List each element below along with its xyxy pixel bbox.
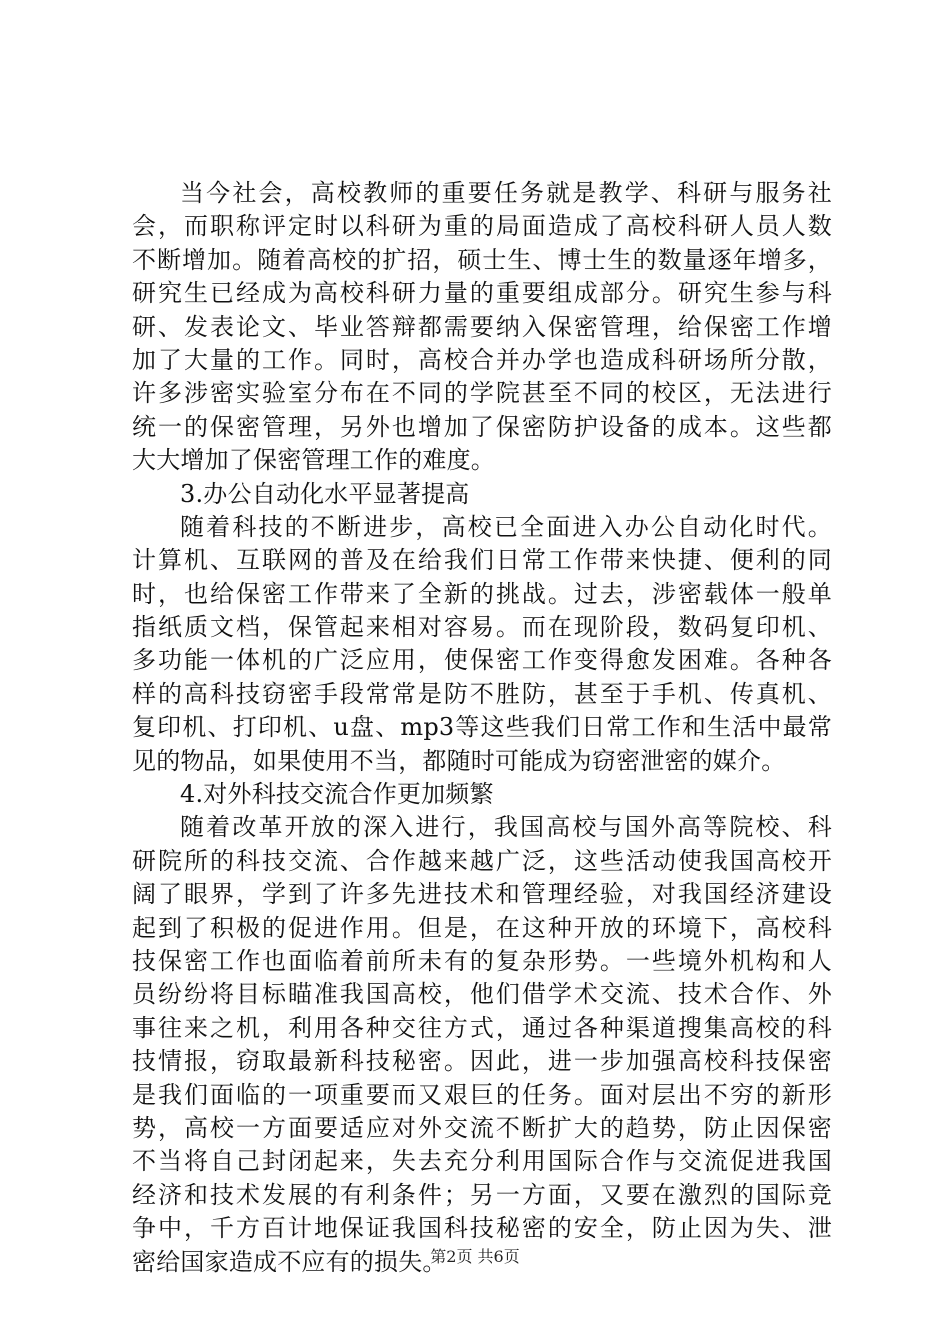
paragraph-line: 复印机、打印机、u盘、mp3等这些我们日常工作和生活中最常 bbox=[132, 713, 832, 742]
paragraph-line: 争中，千方百计地保证我国科技秘密的安全，防止因为失、泄 bbox=[132, 1214, 832, 1243]
document-body bbox=[132, 177, 832, 1279]
paragraph-line: 研、发表论文、毕业答辩都需要纳入保密管理，给保密工作增 bbox=[132, 312, 832, 341]
paragraph-line: 统一的保密管理，另外也增加了保密防护设备的成本。这些都 bbox=[132, 412, 832, 441]
paragraph-line: 随着改革开放的深入进行，我国高校与国外高等院校、科 bbox=[180, 813, 832, 842]
paragraph-line: 会，而职称评定时以科研为重的局面造成了高校科研人员人数 bbox=[132, 212, 832, 241]
paragraph-line: 时，也给保密工作带来了全新的挑战。过去，涉密载体一般单 bbox=[132, 579, 832, 608]
paragraph-line: 起到了积极的促进作用。但是，在这种开放的环境下，高校科 bbox=[132, 913, 832, 942]
paragraph-line: 随着科技的不断进步，高校已全面进入办公自动化时代。 bbox=[180, 512, 832, 541]
paragraph-line: 研究生已经成为高校科研力量的重要组成部分。研究生参与科 bbox=[132, 279, 832, 308]
paragraph-line: 不当将自己封闭起来，失去充分利用国际合作与交流促进我国 bbox=[132, 1147, 832, 1176]
paragraph-line: 密给国家造成不应有的损失。 bbox=[132, 1247, 447, 1276]
paragraph-line: 大大增加了保密管理工作的难度。 bbox=[132, 446, 495, 475]
paragraph-line: 阔了眼界，学到了许多先进技术和管理经验，对我国经济建设 bbox=[132, 880, 832, 909]
paragraph-line: 加了大量的工作。同时，高校合并办学也造成科研场所分散， bbox=[132, 345, 832, 374]
page-footer: 第2页 共6页 bbox=[430, 1247, 520, 1266]
section-heading: 4.对外科技交流合作更加频繁 bbox=[180, 780, 494, 809]
paragraph-line: 当今社会，高校教师的重要任务就是教学、科研与服务社 bbox=[180, 179, 832, 207]
paragraph-line: 多功能一体机的广泛应用，使保密工作变得愈发困难。各种各 bbox=[132, 646, 832, 675]
paragraph-line: 经济和技术发展的有利条件；另一方面，又要在激烈的国际竞 bbox=[132, 1180, 832, 1209]
paragraph-line: 技保密工作也面临着前所未有的复杂形势。一些境外机构和人 bbox=[132, 946, 832, 975]
paragraph-line: 研院所的科技交流、合作越来越广泛，这些活动使我国高校开 bbox=[132, 846, 832, 875]
paragraph-line: 指纸质文档，保管起来相对容易。而在现阶段，数码复印机、 bbox=[132, 613, 832, 642]
paragraph-line: 样的高科技窃密手段常常是防不胜防，甚至于手机、传真机、 bbox=[132, 679, 832, 708]
paragraph-line: 技情报，窃取最新科技秘密。因此，进一步加强高校科技保密 bbox=[132, 1047, 832, 1076]
paragraph-line: 计算机、互联网的普及在给我们日常工作带来快捷、便利的同 bbox=[132, 546, 832, 575]
paragraph-line: 势，高校一方面要适应对外交流不断扩大的趋势，防止因保密 bbox=[132, 1113, 832, 1142]
section-heading: 3.办公自动化水平显著提高 bbox=[180, 479, 470, 508]
paragraph-line: 许多涉密实验室分布在不同的学院甚至不同的校区，无法进行 bbox=[132, 379, 832, 408]
paragraph-line: 见的物品，如果使用不当，都随时可能成为窃密泄密的媒介。 bbox=[132, 746, 786, 775]
paragraph-line: 是我们面临的一项重要而又艰巨的任务。面对层出不穷的新形 bbox=[132, 1080, 832, 1109]
paragraph-line: 不断增加。随着高校的扩招，硕士生、博士生的数量逐年增多， bbox=[132, 245, 832, 274]
paragraph-line: 事往来之机，利用各种交往方式，通过各种渠道搜集高校的科 bbox=[132, 1013, 832, 1042]
paragraph-line: 员纷纷将目标瞄准我国高校，他们借学术交流、技术合作、外 bbox=[132, 980, 832, 1009]
